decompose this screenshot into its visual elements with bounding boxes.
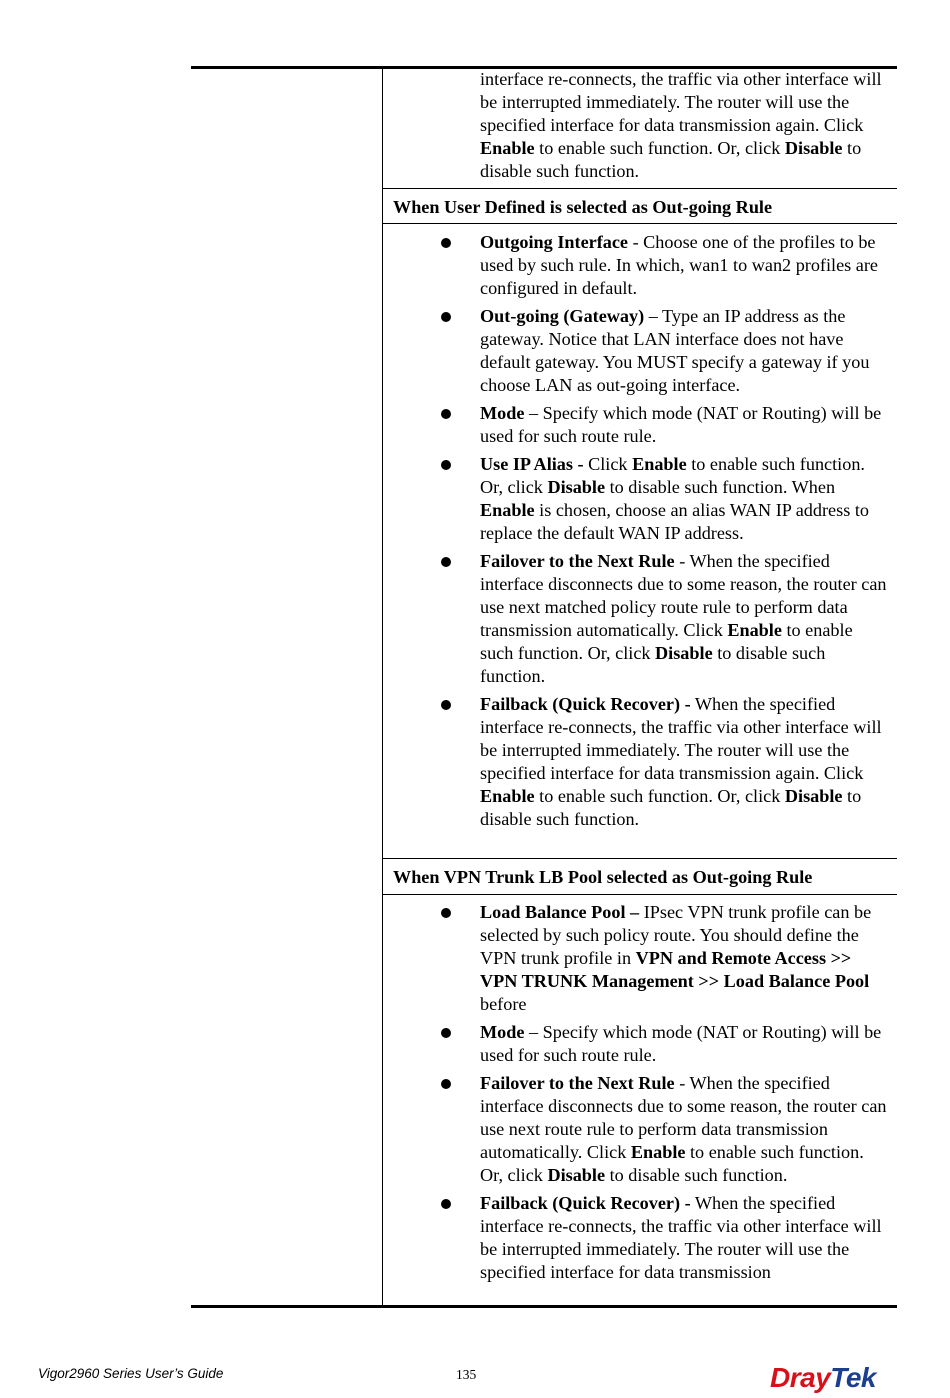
list-item: Failback (Quick Recover) - When the specified interface re-connects, the traffic via other interface will be interrupted immediately. The router will use the specified interface for data transmission (480, 1192, 888, 1284)
list-item: Outgoing Interface - Choose one of the profiles to be used by such rule. In which, wan1 to wan2 profiles are configured in default. (480, 231, 888, 300)
section-heading-vpn-trunk: When VPN Trunk LB Pool selected as Out-going Rule (393, 867, 813, 887)
row-divider (383, 858, 897, 859)
list-item: Load Balance Pool – IPsec VPN trunk profile can be selected by such policy route. You should define the VPN trunk profile in VPN and Remote Access >> VPN TRUNK Management >> Load Balance Pool before (480, 901, 888, 1016)
bullet-icon (441, 1199, 451, 1209)
bullet-icon (441, 1028, 451, 1038)
list-item: Mode – Specify which mode (NAT or Routing) will be used for such route rule. (480, 1021, 888, 1067)
list-item: Failback (Quick Recover) - When the specified interface re-connects, the traffic via other interface will be interrupted immediately. The router will use the specified interface for data transmission again. Click Enable to enable such function. Or, click Disable to disable such function. (480, 693, 888, 831)
list-item: Failover to the Next Rule - When the specified interface disconnects due to some reason, the router can use next route rule to perform data transmission automatically. Click Enable to enable such function. Or, click Disable to disable such function. (480, 1072, 888, 1187)
continued-paragraph: interface re-connects, the traffic via other interface will be interrupted immediately. The router will use the specified interface for data transmission again. Click Enable to enable such function. Or, click Disable to disable such function. (480, 69, 882, 181)
list-item: Out-going (Gateway) – Type an IP address as the gateway. Notice that LAN interface does not have default gateway. You MUST specify a gateway if you choose LAN as out-going interface. (480, 305, 888, 397)
table-column-divider (382, 67, 383, 1306)
user-defined-list (480, 231, 888, 836)
draytek-logo (770, 1362, 876, 1394)
table-bottom-border (191, 1305, 897, 1308)
bullet-icon (441, 238, 451, 248)
bullet-icon (441, 908, 451, 918)
vpn-trunk-list (480, 901, 888, 1289)
bullet-icon (441, 460, 451, 470)
bullet-icon (441, 312, 451, 322)
bullet-icon (441, 700, 451, 710)
logo-part-dray: Dray (770, 1362, 831, 1393)
list-item: Mode – Specify which mode (NAT or Routing) will be used for such route rule. (480, 402, 888, 448)
bullet-icon (441, 1079, 451, 1089)
logo-part-tek: Tek (830, 1362, 876, 1393)
row-divider (383, 894, 897, 895)
list-item: Use IP Alias - Click Enable to enable such function. Or, click Disable to disable such function. When Enable is chosen, choose an alias WAN IP address to replace the default WAN IP address. (480, 453, 888, 545)
page-number: 135 (456, 1367, 477, 1382)
bullet-icon (441, 409, 451, 419)
guide-title: Vigor2960 Series User’s Guide (38, 1366, 224, 1381)
row-divider (383, 188, 897, 189)
row-divider (383, 223, 897, 224)
bullet-icon (441, 557, 451, 567)
list-item: Failover to the Next Rule - When the specified interface disconnects due to some reason, the router can use next matched policy route rule to perform data transmission automatically. Click Enable to enable such function. Or, click Disable to disable such function. (480, 550, 888, 688)
section-heading-user-defined: When User Defined is selected as Out-going Rule (393, 197, 773, 217)
